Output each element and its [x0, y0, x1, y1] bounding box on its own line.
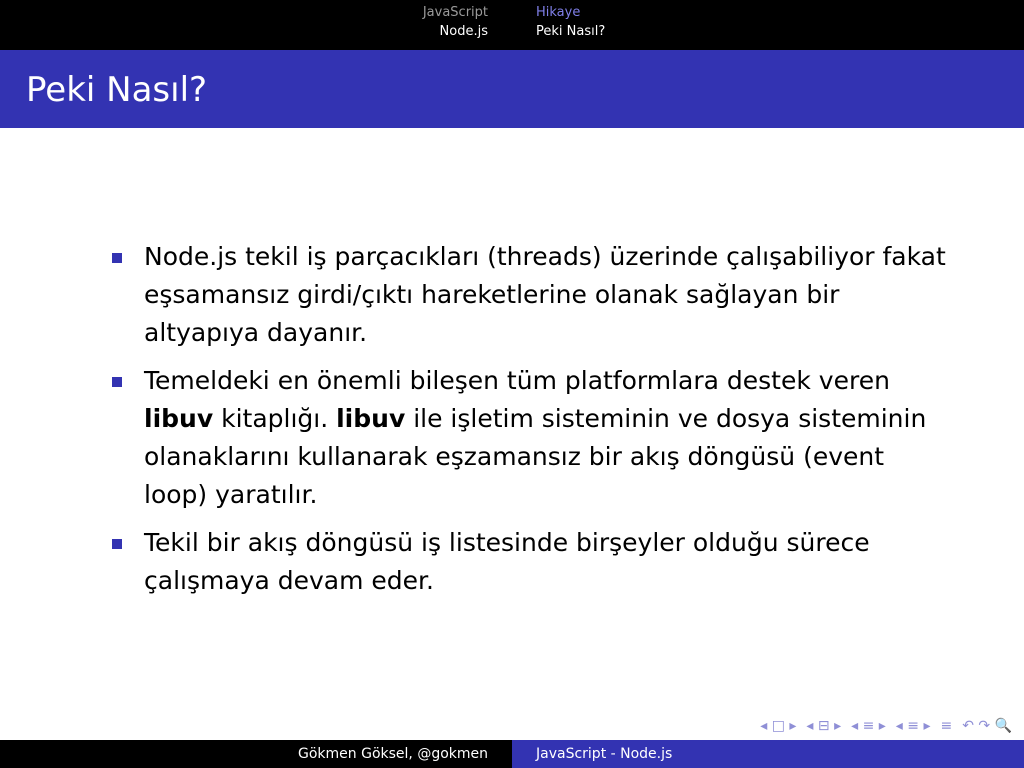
bold-term: libuv [336, 404, 406, 433]
bullet-square-icon [112, 539, 122, 549]
back-forward-search-icon[interactable]: ↶ ↷ 🔍 [962, 718, 1012, 734]
bullet-item [108, 524, 948, 600]
footer-right-panel [512, 740, 1024, 768]
top-navigation-bar [0, 0, 1024, 50]
subsection-nav-icon[interactable]: ◂ ⊟ ▸ [806, 718, 842, 734]
nav-subsection-label[interactable]: Node.js [439, 24, 488, 39]
bullet-text: ile işletim sisteminin ve dosya sisteminin olanaklarını kullanarak eşzamansız bir akış döngüsü (event loop) yaratılır. [144, 404, 927, 509]
footer-left-panel [0, 740, 512, 768]
nav-section-hikaye[interactable] [536, 3, 605, 41]
frame-title-bar [0, 50, 1024, 128]
footer-bar [0, 740, 1024, 768]
nav-subsection-label[interactable]: Peki Nasıl? [536, 24, 606, 39]
section-nav-icon[interactable]: ◂ ≡ ▸ [851, 718, 886, 734]
bullet-square-icon [112, 253, 122, 263]
bullet-text: Tekil bir akış döngüsü iş listesinde birşeyler olduğu sürece çalışmaya devam eder. [144, 528, 870, 595]
footer-author: Gökmen Göksel, @gokmen [298, 746, 488, 762]
bullet-text: kitaplığı. [213, 404, 337, 433]
bullet-item [108, 362, 948, 514]
footer-short-title: JavaScript - Node.js [536, 746, 673, 762]
outline-icon[interactable]: ≡ [940, 718, 953, 734]
beamer-navigation-symbols [760, 716, 1012, 736]
slide-content [108, 238, 948, 610]
top-nav-left-panel [0, 0, 512, 50]
nav-section-javascript[interactable] [423, 3, 488, 41]
frame-title: Peki Nasıl? [26, 70, 208, 110]
nav-section-label[interactable]: Hikaye [536, 5, 581, 20]
top-nav-right-panel [512, 0, 1024, 50]
bullet-item [108, 238, 948, 352]
document-nav-icon[interactable]: ◂ ≡ ▸ [895, 718, 931, 734]
bold-term: libuv [144, 404, 214, 433]
bullet-list [108, 238, 948, 600]
bullet-square-icon [112, 377, 122, 387]
bullet-text: Node.js tekil iş parçacıkları (threads) üzerinde çalışabiliyor fakat eşsamansız girdi/çıktı hareketlerine olanak sağlayan bir altyapıya dayanır. [144, 242, 946, 347]
nav-section-label[interactable]: JavaScript [422, 5, 488, 20]
frame-nav-icon[interactable]: ◂ □ ▸ [760, 718, 797, 734]
bullet-text: Temeldeki en önemli bileşen tüm platformlara destek veren [144, 366, 890, 395]
